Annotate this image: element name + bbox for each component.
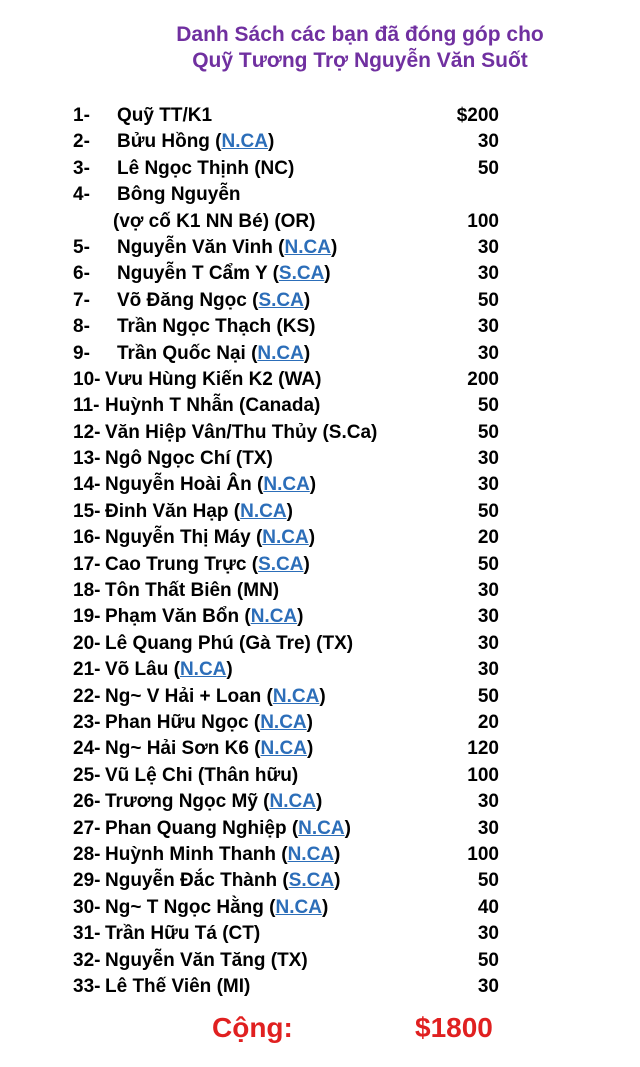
contribution-amount: 100 xyxy=(467,210,499,232)
region-link[interactable]: N.CA xyxy=(221,131,268,153)
list-item xyxy=(73,763,513,789)
list-item xyxy=(73,842,513,868)
list-item xyxy=(73,156,513,182)
contribution-amount: 100 xyxy=(467,843,499,865)
contributor-name-text: Ng~ T Ngọc Hằng ( xyxy=(105,896,276,918)
contribution-amount: 30 xyxy=(477,817,499,839)
list-item xyxy=(73,420,513,446)
list-item xyxy=(73,367,513,393)
contributor-name-text: Nguyễn Hoài Ân ( xyxy=(105,474,264,496)
closing-paren: ) xyxy=(297,606,304,628)
region-link[interactable]: N.CA xyxy=(260,738,307,760)
contributor-name-text: Huỳnh T Nhẫn (Canada) xyxy=(105,395,321,417)
list-item xyxy=(73,789,513,815)
item-number: 31- xyxy=(73,923,101,945)
item-number: 13- xyxy=(73,448,101,470)
closing-paren: ) xyxy=(306,711,313,733)
contribution-amount: 30 xyxy=(477,580,499,602)
contributor-name-text: Võ Lâu ( xyxy=(105,659,180,681)
closing-paren: ) xyxy=(344,817,351,839)
contributor-name xyxy=(105,633,353,655)
list-item xyxy=(73,182,513,208)
closing-paren: ) xyxy=(303,342,311,364)
item-number: 12- xyxy=(73,421,101,443)
contributor-name xyxy=(105,659,233,681)
region-link[interactable]: N.CA xyxy=(269,791,316,813)
list-item xyxy=(73,736,513,762)
contributor-name-text: Phan Hữu Ngọc ( xyxy=(105,711,261,733)
list-item xyxy=(73,868,513,894)
list-item xyxy=(73,816,513,842)
region-link[interactable]: N.CA xyxy=(257,342,304,364)
item-number: 8- xyxy=(73,316,90,338)
closing-paren: ) xyxy=(303,553,310,575)
contribution-amount: 50 xyxy=(477,553,499,575)
closing-paren: ) xyxy=(286,500,293,522)
item-number: 6- xyxy=(73,263,90,285)
contribution-amount: 50 xyxy=(477,870,499,892)
contributor-name xyxy=(105,897,328,919)
contributor-name-text: Đinh Văn Hạp ( xyxy=(105,500,241,522)
contributor-name-text: Ng~ Hải Sơn K6 ( xyxy=(105,738,261,760)
contributor-name xyxy=(105,474,316,496)
contribution-amount: 30 xyxy=(477,606,499,628)
document-title xyxy=(0,22,640,74)
region-link[interactable]: N.CA xyxy=(250,606,298,628)
contribution-amount: 30 xyxy=(477,923,499,945)
region-link[interactable]: N.CA xyxy=(272,685,320,707)
list-item xyxy=(73,525,513,551)
list-item xyxy=(73,895,513,921)
contributor-name-text: (vợ cố K1 NN Bé) (OR) xyxy=(113,210,316,232)
closing-paren: ) xyxy=(324,263,331,285)
closing-paren: ) xyxy=(315,791,323,813)
contributor-name xyxy=(105,950,308,972)
item-number: 23- xyxy=(73,711,101,733)
list-item xyxy=(73,472,513,498)
region-link[interactable]: S.CA xyxy=(288,870,335,892)
region-link[interactable]: N.CA xyxy=(275,896,322,918)
contributor-name xyxy=(105,923,260,945)
contributor-name-text: Huỳnh Minh Thanh ( xyxy=(105,843,288,865)
closing-paren: ) xyxy=(334,870,341,892)
contributor-name-text: Nguyễn Văn Tăng (TX) xyxy=(105,949,308,971)
contributor-name xyxy=(105,870,340,892)
contribution-amount: 100 xyxy=(467,764,499,786)
list-item xyxy=(73,209,513,235)
contributor-name-text: Nguyễn Thị Máy ( xyxy=(105,527,263,549)
closing-paren: ) xyxy=(330,236,338,258)
contributor-name-text: Nguyễn Văn Vinh ( xyxy=(117,236,285,258)
item-number: 1- xyxy=(73,105,90,126)
list-item xyxy=(73,103,513,129)
region-link[interactable]: S.CA xyxy=(278,263,325,285)
contributor-name-text: Võ Đăng Ngọc ( xyxy=(117,289,259,311)
contribution-amount: 30 xyxy=(477,791,499,813)
item-number: 20- xyxy=(73,632,101,654)
contribution-amount: 50 xyxy=(477,500,499,522)
item-number: 32- xyxy=(73,949,101,971)
closing-paren: ) xyxy=(267,131,275,153)
item-number: 14- xyxy=(73,474,101,496)
contributor-name xyxy=(117,105,212,127)
contribution-amount: 30 xyxy=(477,632,499,654)
item-number: 29- xyxy=(73,870,101,892)
contributor-name xyxy=(117,184,241,206)
item-number: 11- xyxy=(73,395,100,417)
contributor-name-text: Vũ Lệ Chi (Thân hữu) xyxy=(105,764,299,786)
contributor-name-text: Bửu Hồng ( xyxy=(117,131,222,153)
region-link[interactable]: N.CA xyxy=(284,236,331,258)
contributor-name-text: Quỹ TT/K1 xyxy=(117,105,213,126)
contributor-name xyxy=(105,606,303,628)
list-item xyxy=(73,921,513,947)
item-number: 5- xyxy=(73,236,90,258)
item-number: 3- xyxy=(73,157,90,179)
total-row xyxy=(0,1010,640,1050)
list-item xyxy=(73,552,513,578)
contributor-list xyxy=(73,103,513,1000)
title-line-1: Danh Sách các bạn đã đóng góp cho xyxy=(176,23,544,46)
region-link[interactable]: S.CA xyxy=(258,553,304,575)
list-item xyxy=(73,604,513,630)
list-item xyxy=(73,314,513,340)
contributor-name-text: Ngô Ngọc Chí (TX) xyxy=(105,448,273,470)
contribution-amount: $200 xyxy=(456,105,499,126)
list-item xyxy=(73,657,513,683)
contributor-name-text: Tôn Thất Biên (MN) xyxy=(105,580,280,602)
region-link[interactable]: N.CA xyxy=(263,474,310,496)
list-item xyxy=(73,631,513,657)
contributor-name xyxy=(105,501,293,523)
list-item xyxy=(73,261,513,287)
item-number: 19- xyxy=(73,606,101,628)
list-item xyxy=(73,684,513,710)
region-link[interactable]: N.CA xyxy=(298,817,345,839)
contributor-name xyxy=(117,263,331,285)
region-link[interactable]: N.CA xyxy=(262,527,309,549)
closing-paren: ) xyxy=(303,289,311,311)
contribution-amount: 30 xyxy=(477,131,499,153)
contributor-name xyxy=(117,131,274,153)
contributor-name xyxy=(105,686,326,708)
region-link[interactable]: N.CA xyxy=(287,843,335,865)
item-number: 7- xyxy=(73,289,90,311)
item-number: 21- xyxy=(73,659,101,681)
contributor-name xyxy=(105,738,313,760)
contributor-name xyxy=(117,158,294,180)
contributor-name-text: Phạm Văn Bổn ( xyxy=(105,606,251,628)
contributor-name xyxy=(105,448,273,470)
item-number: 30- xyxy=(73,896,101,918)
item-number: 15- xyxy=(73,500,101,522)
contributor-name xyxy=(105,844,340,866)
list-item xyxy=(73,235,513,261)
contribution-amount: 40 xyxy=(477,896,499,918)
total-label: Cộng: xyxy=(212,1012,293,1043)
contributor-name-text: Trương Ngọc Mỹ ( xyxy=(105,791,270,813)
closing-paren: ) xyxy=(306,738,314,760)
contribution-amount: 120 xyxy=(467,738,499,760)
contributor-name-text: Trần Quốc Nại ( xyxy=(117,342,258,364)
contributor-name xyxy=(105,422,377,444)
contributor-name-text: Phan Quang Nghiệp ( xyxy=(105,817,299,839)
contributor-name-text: Văn Hiệp Vân/Thu Thủy (S.Ca) xyxy=(105,421,378,443)
title-line-2: Quỹ Tương Trợ Nguyễn Văn Suốt xyxy=(192,49,528,72)
item-number: 24- xyxy=(73,738,101,760)
contributor-name xyxy=(105,527,315,549)
region-link[interactable]: S.CA xyxy=(258,289,304,311)
contribution-amount: 30 xyxy=(477,659,499,681)
list-item xyxy=(73,948,513,974)
item-number: 10- xyxy=(73,368,101,390)
contributor-name xyxy=(105,369,321,391)
contributor-name xyxy=(117,343,310,365)
contribution-amount: 30 xyxy=(477,263,499,285)
contribution-amount: 50 xyxy=(477,395,499,417)
list-item xyxy=(73,288,513,314)
contributor-name xyxy=(105,765,298,787)
contribution-amount: 30 xyxy=(477,975,499,997)
contributor-name-text: Ng~ V Hải + Loan ( xyxy=(105,685,273,707)
list-item xyxy=(73,710,513,736)
closing-paren: ) xyxy=(309,474,317,496)
contribution-amount: 20 xyxy=(477,527,499,549)
region-link[interactable]: N.CA xyxy=(240,500,287,522)
contribution-amount: 50 xyxy=(477,685,499,707)
contributor-name xyxy=(105,976,250,998)
item-number: 28- xyxy=(73,843,101,865)
contributor-name-text: Nguyễn T Cẩm Y ( xyxy=(117,263,279,285)
closing-paren: ) xyxy=(319,685,326,707)
contributor-name xyxy=(105,712,313,734)
contributor-name-text: Cao Trung Trực ( xyxy=(105,553,259,575)
region-link[interactable]: N.CA xyxy=(260,711,307,733)
contributor-name-text: Lê Ngọc Thịnh (NC) xyxy=(117,157,295,179)
contribution-amount: 50 xyxy=(477,421,499,443)
contributor-name-text: Trần Ngọc Thạch (KS) xyxy=(117,316,316,338)
item-number: 17- xyxy=(73,553,101,575)
item-number: 4- xyxy=(73,184,90,206)
contribution-amount: 30 xyxy=(477,448,499,470)
contributor-name-text: Nguyễn Đắc Thành ( xyxy=(105,870,289,892)
list-item xyxy=(73,129,513,155)
contribution-amount: 30 xyxy=(477,316,499,338)
contribution-amount: 30 xyxy=(477,474,499,496)
list-item xyxy=(73,578,513,604)
region-link[interactable]: N.CA xyxy=(179,659,227,681)
contributor-name-text: Lê Quang Phú (Gà Tre) (TX) xyxy=(105,632,354,654)
closing-paren: ) xyxy=(308,527,316,549)
total-value: $1800 xyxy=(415,1012,493,1043)
contribution-amount: 30 xyxy=(477,342,499,364)
contributor-name xyxy=(105,395,320,417)
list-item xyxy=(73,341,513,367)
contributor-name xyxy=(113,211,315,233)
closing-paren: ) xyxy=(226,659,233,681)
item-number: 2- xyxy=(73,131,90,153)
contribution-amount: 20 xyxy=(477,711,499,733)
list-item xyxy=(73,974,513,1000)
item-number: 9- xyxy=(73,342,90,364)
contribution-amount: 50 xyxy=(477,157,499,179)
item-number: 18- xyxy=(73,580,101,602)
contribution-amount: 30 xyxy=(477,236,499,258)
contributor-name xyxy=(117,290,310,312)
item-number: 33- xyxy=(73,975,101,997)
closing-paren: ) xyxy=(321,896,329,918)
list-item xyxy=(73,393,513,419)
contributor-name xyxy=(117,237,337,259)
contributor-name xyxy=(105,818,351,840)
contributor-name xyxy=(105,554,310,576)
contributor-name xyxy=(105,580,279,602)
contributor-name-text: Bông Nguyễn xyxy=(117,184,241,206)
list-item xyxy=(73,499,513,525)
item-number: 25- xyxy=(73,764,101,786)
closing-paren: ) xyxy=(334,843,341,865)
item-number: 22- xyxy=(73,685,101,707)
contributor-name xyxy=(117,316,315,338)
contributor-name-text: Vưu Hùng Kiến K2 (WA) xyxy=(105,368,322,390)
contributor-name-text: Lê Thế Viên (MI) xyxy=(105,975,251,997)
item-number: 26- xyxy=(73,791,101,813)
item-number: 27- xyxy=(73,817,101,839)
contributor-name xyxy=(105,791,322,813)
list-item xyxy=(73,446,513,472)
item-number: 16- xyxy=(73,527,101,549)
contributor-name-text: Trần Hữu Tá (CT) xyxy=(105,923,261,945)
contribution-amount: 50 xyxy=(477,289,499,311)
contribution-amount: 200 xyxy=(467,368,499,390)
contribution-amount: 50 xyxy=(477,949,499,971)
